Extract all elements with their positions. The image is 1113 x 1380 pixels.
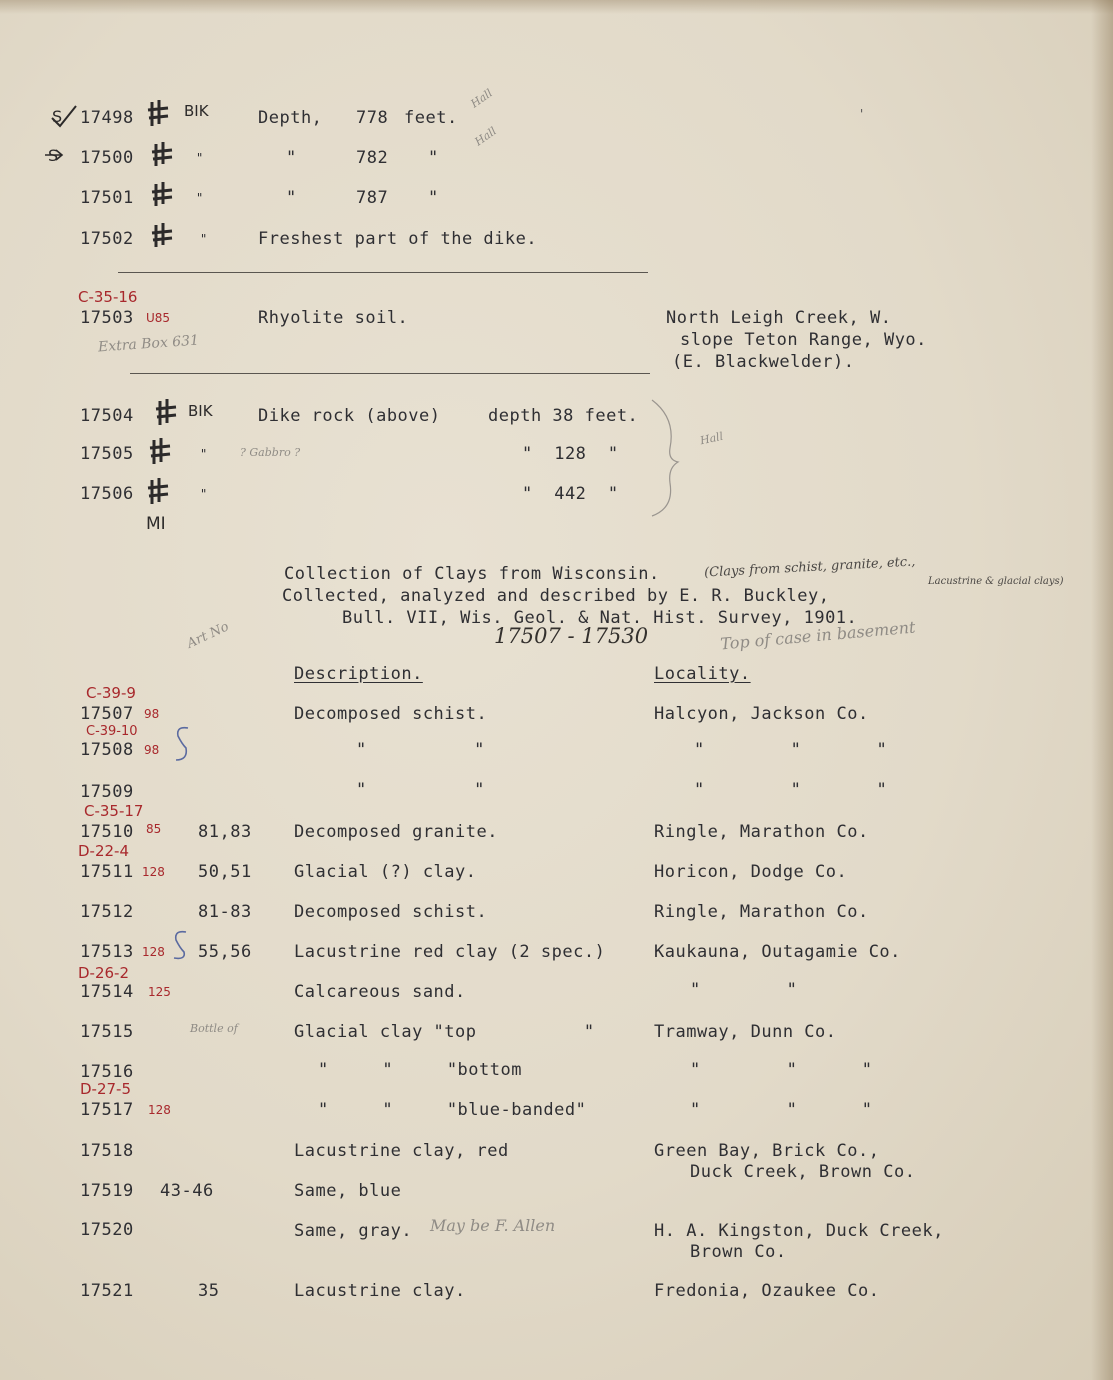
scribble-mark-icon <box>148 436 174 466</box>
entry-number: 17511 <box>80 862 134 882</box>
entry-locality: H. A. Kingston, Duck Creek, <box>654 1221 944 1241</box>
entry-ref: 35 <box>198 1281 220 1301</box>
entry-ref: 81-83 <box>198 902 252 922</box>
entry-number: 17520 <box>80 1220 134 1240</box>
entry-number: 17510 <box>80 822 134 842</box>
entry-depth: " 442 " <box>522 484 619 504</box>
entry-qty: 778 <box>356 108 389 128</box>
entry-locality: Ringle, Marathon Co. <box>654 902 869 922</box>
scribble-mark-icon <box>150 180 176 208</box>
entry-number: 17517 <box>80 1100 134 1120</box>
red-location-code: D-26-2 <box>78 964 130 982</box>
red-location-code: D-27-5 <box>80 1080 132 1098</box>
entry-number: 17508 <box>80 740 134 760</box>
entry-number: 17519 <box>80 1181 134 1201</box>
pencil-note: Hall <box>698 429 725 448</box>
entry-number: 17512 <box>80 902 134 922</box>
prefix-mark: S <box>48 146 59 165</box>
entry-desc: Same, gray. <box>294 1221 413 1241</box>
column-header-locality: Locality. <box>654 664 751 684</box>
entry-number: 17518 <box>80 1141 134 1161</box>
entry-desc: " " <box>356 740 485 760</box>
ditto-mark: " <box>200 487 208 501</box>
entry-desc: Freshest part of the dike. <box>258 229 538 249</box>
entry-desc: Decomposed schist. <box>294 902 488 922</box>
box-number: 98 <box>144 707 160 721</box>
scribble-mark-icon <box>146 98 172 128</box>
blue-s-mark-icon <box>168 928 190 962</box>
storage-mark: BIK <box>188 402 213 420</box>
blue-s-mark-icon <box>172 724 192 764</box>
entry-locality: " " " <box>690 1060 873 1080</box>
entry-locality: Green Bay, Brick Co., <box>654 1141 880 1161</box>
collection-title: Collection of Clays from Wisconsin. <box>284 564 660 584</box>
entry-ref: 50,51 <box>198 862 252 882</box>
box-number: U85 <box>146 311 171 325</box>
entry-ref: 55,56 <box>198 942 252 962</box>
entry-locality: Kaukauna, Outagamie Co. <box>654 942 901 962</box>
pencil-note: Extra Box 631 <box>97 332 200 356</box>
entry-desc: Decomposed schist. <box>294 704 488 724</box>
entry-number: 17506 <box>80 484 134 504</box>
stray-mark: ' <box>858 107 866 121</box>
box-number: 125 <box>148 985 171 999</box>
entry-locality: Ringle, Marathon Co. <box>654 822 869 842</box>
ditto-mark: " <box>200 447 208 461</box>
entry-locality: " " " <box>694 740 888 760</box>
prefix-mark: S <box>52 107 63 126</box>
pencil-note: Hall <box>468 86 495 111</box>
entry-desc: Rhyolite soil. <box>258 308 409 328</box>
handwritten-note: MI <box>146 514 166 534</box>
entry-desc: " <box>286 148 297 168</box>
pencil-note: Art No <box>184 619 232 652</box>
entry-locality: Tramway, Dunn Co. <box>654 1022 837 1042</box>
entry-desc: Same, blue <box>294 1181 402 1201</box>
handwritten-note: Lacustrine & glacial clays) <box>928 576 1064 587</box>
box-number: 85 <box>146 822 162 836</box>
red-location-code: C-35-17 <box>84 802 144 820</box>
section-divider <box>130 373 650 374</box>
entry-locality: " " <box>690 980 798 1000</box>
entry-number: 17521 <box>80 1281 134 1301</box>
storage-mark: BIK <box>184 102 209 120</box>
red-location-code: C-39-10 <box>86 724 138 739</box>
arrow-mark-icon <box>44 148 64 162</box>
locality-line: (E. Blackwelder). <box>672 352 855 372</box>
box-number: 128 <box>148 1103 171 1117</box>
entry-depth: " 128 " <box>522 444 619 464</box>
entry-desc: Lacustrine clay, red <box>294 1141 509 1161</box>
entry-locality: " " " <box>690 1100 873 1120</box>
box-number: 128 <box>142 865 165 879</box>
locality-line: slope Teton Range, Wyo. <box>680 330 927 350</box>
entry-locality-line2: Brown Co. <box>690 1242 787 1262</box>
red-location-code: C-35-16 <box>78 288 138 306</box>
entry-unit: " <box>428 148 439 168</box>
pencil-note: Bottle of <box>190 1022 238 1035</box>
red-location-code: C-39-9 <box>86 684 136 702</box>
entry-number: 17502 <box>80 229 134 249</box>
checkmark-icon <box>50 104 80 130</box>
entry-number: 17515 <box>80 1022 134 1042</box>
entry-locality: Halcyon, Jackson Co. <box>654 704 869 724</box>
entry-desc: " " "bottom <box>318 1060 522 1080</box>
page-edge-shadow <box>1091 0 1113 1380</box>
red-location-code: D-22-4 <box>78 842 130 860</box>
scribble-mark-icon <box>150 221 176 249</box>
ditto-mark: " <box>200 232 208 246</box>
handwritten-note: (Clays from schist, granite, etc., <box>703 554 916 581</box>
entry-number: 17498 <box>80 108 134 128</box>
entry-unit: " <box>428 188 439 208</box>
column-header-description: Description. <box>294 664 423 684</box>
page-edge-shadow-top <box>0 0 1113 14</box>
entry-number: 17501 <box>80 188 134 208</box>
entry-desc: Lacustrine red clay (2 spec.) <box>294 942 606 962</box>
pencil-note: Top of case in basement <box>719 617 917 654</box>
box-number: 128 <box>142 945 165 959</box>
collection-line: Collected, analyzed and described by E. R. Buckley, <box>282 586 830 606</box>
entry-ref: 43-46 <box>160 1181 214 1201</box>
entry-desc: Lacustrine clay. <box>294 1281 466 1301</box>
entry-locality: Horicon, Dodge Co. <box>654 862 848 882</box>
locality-line: North Leigh Creek, W. <box>666 308 892 328</box>
entry-desc: Calcareous sand. <box>294 982 466 1002</box>
entry-number: 17513 <box>80 942 134 962</box>
ditto-mark: " <box>196 191 204 205</box>
box-number: 98 <box>144 743 160 757</box>
entry-desc: Glacial (?) clay. <box>294 862 477 882</box>
scribble-mark-icon <box>146 476 172 506</box>
entry-number: 17503 <box>80 308 134 328</box>
entry-number: 17504 <box>80 406 134 426</box>
entry-number: 17516 <box>80 1062 134 1082</box>
entry-number: 17507 <box>80 704 134 724</box>
entry-number: 17505 <box>80 444 134 464</box>
pencil-note: May be F. Allen <box>430 1216 556 1235</box>
entry-desc: Depth, <box>258 108 323 128</box>
bracket-mark-icon <box>648 398 688 518</box>
entry-depth: depth 38 feet. <box>488 406 639 426</box>
entry-qty: 787 <box>356 188 389 208</box>
pencil-note: ? Gabbro ? <box>240 446 301 459</box>
entry-desc: " " <box>356 780 485 800</box>
collection-line: Bull. VII, Wis. Geol. & Nat. Hist. Survey, 1901. <box>342 608 858 628</box>
pencil-note: Hall <box>472 124 499 149</box>
entry-desc: " " "blue-banded" <box>318 1100 587 1120</box>
scribble-mark-icon <box>150 140 176 168</box>
entry-desc: " <box>286 188 297 208</box>
entry-number: 17500 <box>80 148 134 168</box>
ditto-mark: " <box>196 151 204 165</box>
entry-number: 17514 <box>80 982 134 1002</box>
entry-number: 17509 <box>80 782 134 802</box>
entry-locality: " " " <box>694 780 888 800</box>
entry-unit: feet. <box>404 108 458 128</box>
entry-locality-line2: Duck Creek, Brown Co. <box>690 1162 916 1182</box>
entry-desc: Decomposed granite. <box>294 822 498 842</box>
entry-ref: 81,83 <box>198 822 252 842</box>
entry-locality: Fredonia, Ozaukee Co. <box>654 1281 880 1301</box>
entry-desc: Glacial clay "top " <box>294 1022 595 1042</box>
entry-qty: 782 <box>356 148 389 168</box>
entry-desc: Dike rock (above) <box>258 406 441 426</box>
catalog-range: 17507 - 17530 <box>494 624 649 648</box>
scribble-mark-icon <box>154 397 180 427</box>
section-divider <box>118 272 648 273</box>
